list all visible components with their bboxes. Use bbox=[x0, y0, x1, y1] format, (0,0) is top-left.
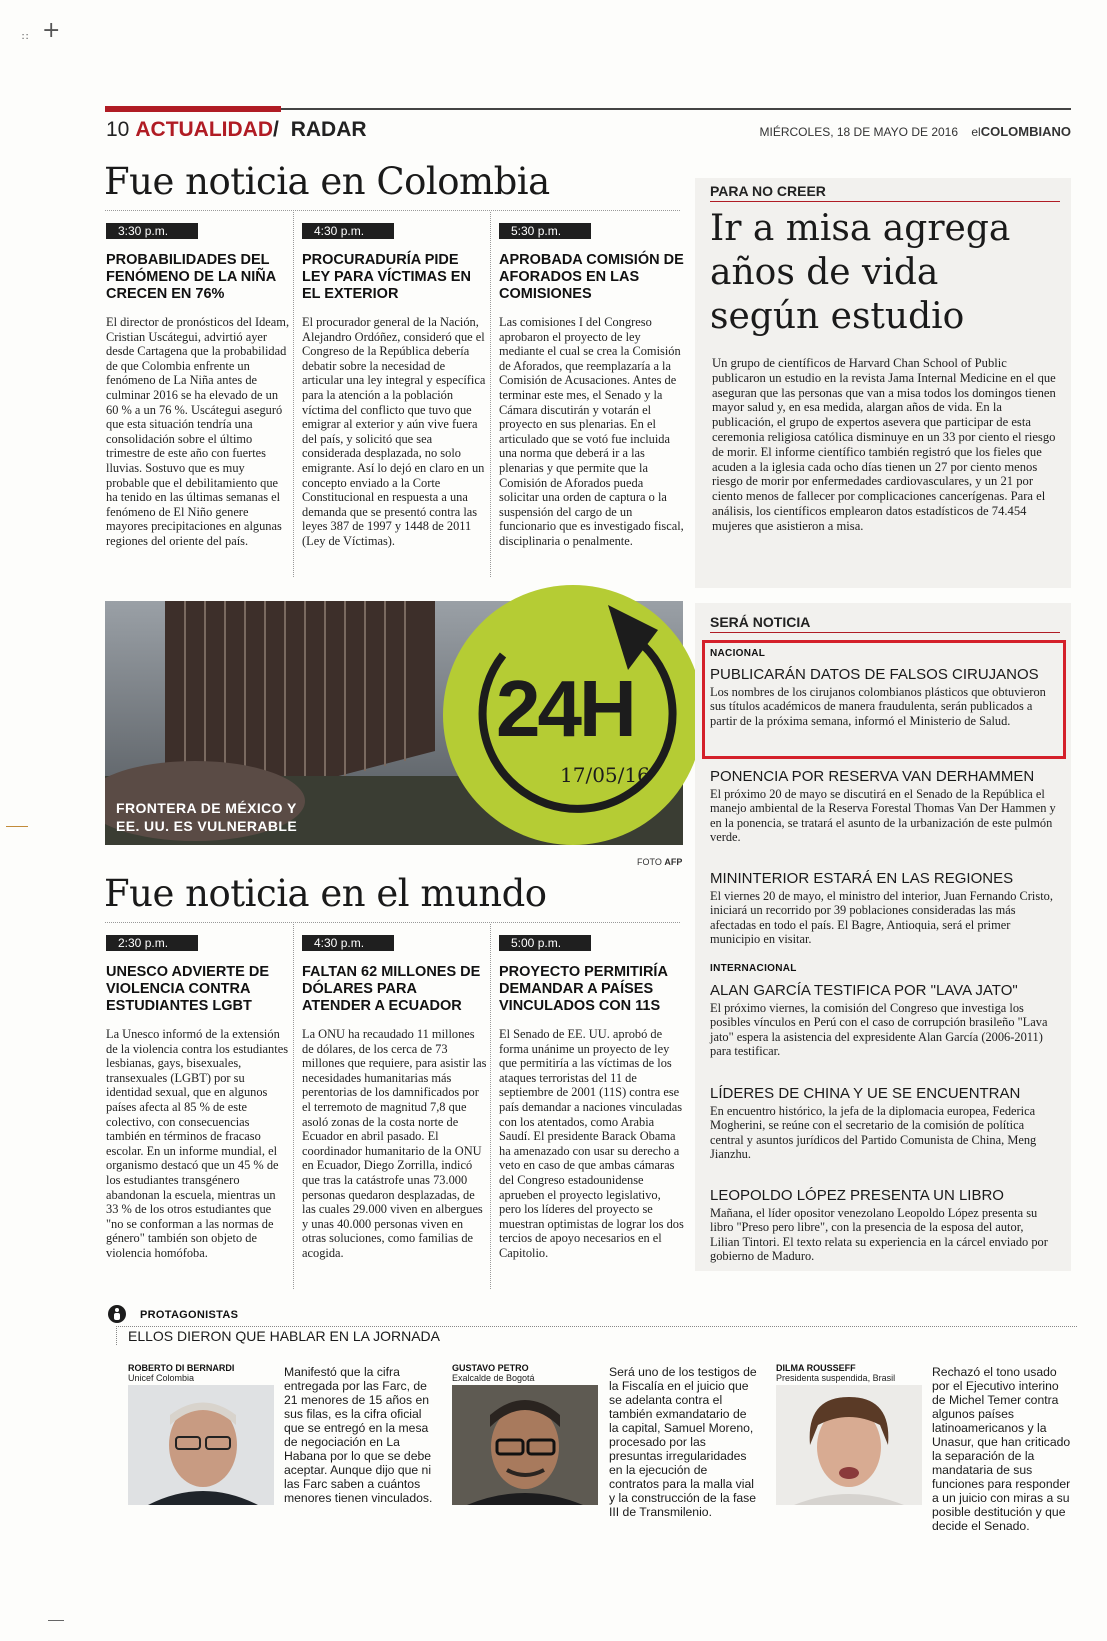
internacional-label: INTERNACIONAL bbox=[710, 963, 797, 974]
brief-body: El próximo viernes, la comisión del Congreso que investiga los posibles vínculos en Perú con el caso de corrupción brasileño "Lava jato" espera la asistencia del expresidente Alan García (2006-2011) para testificar. bbox=[710, 1001, 1048, 1059]
column-divider bbox=[490, 924, 491, 1289]
crop-mark-left bbox=[6, 826, 28, 827]
brand-prefix: el bbox=[971, 125, 981, 139]
article-body: El director de pronósticos del Ideam, Cristian Uscátegui, advirtió ayer desde Cartagena que la probabilidad de que Colombia enfrente un fenómeno de La Niña antes de culminar 2016 se ha elevado de un 60 % a un 76 %. Uscátegui aseguró que esta situación tendría una consolidación sobre el último trimestre de este año con fuertes lluvias. Sostuvo que es muy probable que el debilitamiento que ha tenido en las últimas semanas el fenómeno de El Niño genere mayores precipitaciones en algunas regiones del oriente del país. bbox=[106, 315, 290, 548]
protagonist-quote: Manifestó que la cifra entregada por las Farc, de 21 menores de 15 años en sus filas, es la cifra oficial que se entregó en la mesa de negociación en La Habana por lo que se debe aceptar. Aunque dijo que ni las Farc saben a cuántos menores tienen vinculados. bbox=[284, 1365, 433, 1505]
brief-title: ALAN GARCÍA TESTIFICA POR "LAVA JATO" bbox=[710, 982, 1018, 999]
section-header bbox=[106, 118, 367, 142]
colombia-item-3 bbox=[499, 222, 684, 549]
sera-noticia-item-5 bbox=[710, 1085, 1056, 1162]
sera-noticia-item-3 bbox=[710, 870, 1056, 947]
protagonist-role: Unicef Colombia bbox=[128, 1373, 195, 1383]
photo-credit bbox=[637, 857, 682, 867]
article-body: El Senado de EE. UU. aprobó de forma unánime un proyecto de ley que permitiría a las víctimas de los ataques terroristas del 11 de septiembre de 2001 (11S) contra ese país demandar a naciones vinculadas con los atentados, como Arabia Saudí. El presidente Barack Obama ha amenazado con usar su derecho a veto en caso de que ambas cámaras del Congreso estadounidense aprueben el proyecto legislativo, pero los líderes del proyecto se muestran optimistas de lograr los dos tercios de apoyo necesarios en el Capitolio. bbox=[499, 1027, 684, 1260]
brief-title: LÍDERES DE CHINA Y UE SE ENCUENTRAN bbox=[710, 1085, 1021, 1102]
time-badge: 4:30 p.m. bbox=[302, 223, 394, 239]
column-divider bbox=[293, 924, 294, 1289]
brief-title: PUBLICARÁN DATOS DE FALSOS CIRUJANOS bbox=[710, 666, 1039, 683]
photo-credit-label: FOTO bbox=[637, 857, 662, 867]
time-badge: 4:30 p.m. bbox=[302, 935, 394, 951]
sera-noticia-item-1 bbox=[710, 666, 1052, 728]
protagonist-photo bbox=[128, 1385, 274, 1505]
protagonist-photo bbox=[452, 1385, 598, 1505]
time-badge: 2:30 p.m. bbox=[106, 935, 198, 951]
header-meta bbox=[760, 124, 1071, 139]
crop-mark-top: + bbox=[42, 18, 61, 43]
time-badge: 5:30 p.m. bbox=[499, 223, 591, 239]
protagonistas-subtitle: ELLOS DIERON QUE HABLAR EN LA JORNADA bbox=[128, 1328, 440, 1344]
kicker-rule bbox=[710, 632, 1060, 633]
brief-title: LEOPOLDO LÓPEZ PRESENTA UN LIBRO bbox=[710, 1187, 1004, 1204]
mundo-title: Fue noticia en el mundo bbox=[104, 872, 547, 915]
crop-mark-bottom bbox=[48, 1620, 64, 1621]
section-name: ACTUALIDAD bbox=[135, 118, 274, 141]
article-headline: FALTAN 62 MILLONES DE DÓLARES PARA ATENDER A ECUADOR bbox=[302, 964, 481, 1014]
brief-body: El viernes 20 de mayo, el ministro del interior, Juan Fernando Cristo, iniciará un recorrido por 39 poblaciones consideradas las más afectadas en todo el país. El Bagre, Antioquia, será el primer municipio en visitar. bbox=[710, 889, 1053, 947]
mundo-item-2 bbox=[302, 934, 487, 1261]
para-no-creer-kicker: PARA NO CREER bbox=[710, 183, 826, 199]
protagonistas-title: PROTAGONISTAS bbox=[140, 1309, 239, 1321]
protagonist-name: ROBERTO DI BERNARDI bbox=[128, 1363, 235, 1373]
badge-24h-text: 24H bbox=[496, 664, 634, 753]
person-icon bbox=[108, 1305, 126, 1323]
kicker-rule bbox=[710, 201, 1060, 202]
time-badge: 3:30 p.m. bbox=[106, 223, 198, 239]
subsection-name: RADAR bbox=[290, 118, 367, 141]
brief-body: El próximo 20 de mayo se discutirá en el Senado de la República el manejo ambiental de la Reserva Forestal Thomas Van Der Hammen y en la ponencia, se tratará el asunto de la urbanización de este pulmón verde. bbox=[710, 787, 1056, 845]
colombia-item-1 bbox=[106, 222, 291, 549]
protagonist-2 bbox=[452, 1363, 602, 1383]
nacional-label: NACIONAL bbox=[710, 648, 766, 659]
header-accent-bar bbox=[105, 106, 281, 112]
time-badge: 5:00 p.m. bbox=[499, 935, 591, 951]
mundo-title-rule bbox=[105, 922, 680, 923]
protagonist-quote: Será uno de los testigos de la Fiscalía en el juicio que se adelanta contra el también exmandatario de la capital, Samuel Moreno, procesado por las presuntas irregularidades en la ejecución de contratos para la malla vial y la construcción de la fase III de Transmilenio. bbox=[609, 1365, 757, 1519]
article-headline: APROBADA COMISIÓN DE AFORADOS EN LAS COMISIONES bbox=[499, 252, 684, 302]
article-body: La ONU ha recaudado 11 millones de dólares, de los cerca de 73 millones que requiere, para asistir las necesidades humanitarias más perentorias de los damnificados por el terremoto de magnitud 7,8 que asoló zonas de la costa norte de Ecuador en abril pasado. El coordinador humanitario de la ONU en Ecuador, Diego Zorrilla, indicó que tras la catástrofe unas 73.000 personas quedaron desplazadas, de las cuales 29.000 viven en albergues y unas 40.000 personas viven en otras soluciones, como familias de acogida. bbox=[302, 1027, 487, 1260]
mundo-item-3 bbox=[499, 934, 684, 1261]
colombia-title-rule bbox=[105, 210, 680, 211]
crop-mark-dots: ∷ bbox=[22, 32, 29, 43]
column-divider bbox=[490, 212, 491, 577]
sera-noticia-item-4 bbox=[710, 982, 1056, 1059]
photo-caption bbox=[116, 799, 297, 835]
brand-name: COLOMBIANO bbox=[980, 124, 1071, 139]
column-divider bbox=[293, 212, 294, 577]
colombia-item-2 bbox=[302, 222, 487, 549]
sera-noticia-kicker: SERÁ NOTICIA bbox=[710, 614, 811, 630]
header-date: MIÉRCOLES, 18 DE MAYO DE 2016 bbox=[759, 125, 959, 139]
para-no-creer-body: Un grupo de científicos de Harvard Chan School of Public publicaron un estudio en la revista Jama Internal Medicine en el que aseguran que las personas que van a misa todos los domingos tienen mayor salud y, en esa medida, alargan años de vida. En la publicación, el grupo de expertos asevera que participar de esta ceremonia religiosa católica disminuye en un 33 por ciento el riesgo de morir. El informe científico también registró que los fieles que acuden a la iglesia cada ocho días tienen un 27 por ciento menos riesgo de morir por enfermedades cardiovasculares, y un 21 por ciento menos de fallecer por complicaciones cancerígenas. Para el análisis, los científicos emplearon datos estadísticos de 74.454 mujeres que asistieron a misa. bbox=[712, 356, 1056, 533]
article-headline: PROBABILIDADES DEL FENÓMENO DE LA NIÑA CRECEN EN 76% bbox=[106, 252, 276, 302]
brief-body: En encuentro histórico, la jefa de la diplomacia europea, Federica Mogherini, se reúne con el secretario de la comisión de política central y asuntos jurídicos del Partido Comunista de China, Meng Jianzhu. bbox=[710, 1104, 1037, 1162]
photo-credit-agency: AFP bbox=[664, 857, 683, 867]
section-separator: / bbox=[273, 118, 279, 141]
sera-noticia-item-2 bbox=[710, 768, 1056, 845]
protagonist-name: GUSTAVO PETRO bbox=[452, 1363, 529, 1373]
protagonist-role: Presidenta suspendida, Brasil bbox=[776, 1373, 896, 1383]
protagonist-quote: Rechazó el tono usado por el Ejecutivo interino de Michel Temer contra algunos países latinoamericanos y la Unasur, que han criticado la separación de la mandataria de sus funciones para responder a un juicio con miras a su posible destitución y que decide el Senado. bbox=[932, 1365, 1071, 1533]
article-headline: PROYECTO PERMITIRÍA DEMANDAR A PAÍSES VINCULADOS CON 11S bbox=[499, 964, 668, 1014]
brief-title: MININTERIOR ESTARÁ EN LAS REGIONES bbox=[710, 870, 1014, 887]
protagonist-3 bbox=[776, 1363, 926, 1383]
brief-body: Mañana, el líder opositor venezolano Leopoldo López presenta su libro "Preso pero libre", con la presencia de la esposa del autor, Lilian Tintori. El texto relata su experiencia en la cárcel enviado por gobierno de Maduro. bbox=[710, 1206, 1048, 1264]
photo-caption-line: FRONTERA DE MÉXICO Y bbox=[116, 800, 297, 816]
photo-caption-line: EE. UU. ES VULNERABLE bbox=[116, 818, 298, 834]
page-number: 10 bbox=[106, 118, 130, 141]
protagonist-name: DILMA ROUSSEFF bbox=[776, 1363, 856, 1373]
article-body: Las comisiones I del Congreso aprobaron el proyecto de ley mediante el cual se crea la Comisión de Aforados, que reemplazaría a la Comisión de Acusaciones. Antes de terminar este mes, el Senado y la Cámara discutirán y votarán el proyecto en sus plenarias. En el articulado que se votó fue incluida una norma que deberá ir a las plenarias y que permite que la Comisión de Aforados pueda solicitar una orden de captura o la suspensión del cargo de un funcionario que es investigado fiscal, disciplinaria o penalmente. bbox=[499, 315, 684, 548]
article-body: La Unesco informó de la extensión de la violencia contra los estudiantes lesbianas, gays, bisexuales, transexuales (LGBT) por su identidad sexual, que en algunos países afecta al 85 % de este colectivo, con consecuencias también en términos de fracaso escolar. En un informe mundial, el organismo destacó que un 45 % de los estudiantes transgénero abandonan la escuela, mientras un 33 % de los otros estudiantes que "no se conforman a las normas de género" también son objeto de violencia homófoba. bbox=[106, 1027, 289, 1260]
brief-title: PONENCIA POR RESERVA VAN DERHAMMEN bbox=[710, 768, 1035, 785]
mundo-item-1 bbox=[106, 934, 291, 1261]
badge-date: 17/05/16 bbox=[560, 763, 650, 787]
brief-body: Los nombres de los cirujanos colombianos plásticos que obtuvieron sus títulos académicos de manera fraudulenta, serán publicados a partir de la próxima semana, informó el Ministerio de Salud. bbox=[710, 685, 1046, 728]
article-headline: PROCURADURÍA PIDE LEY PARA VÍCTIMAS EN EL EXTERIOR bbox=[302, 252, 471, 302]
sera-noticia-item-6 bbox=[710, 1187, 1056, 1264]
protagonist-role: Exalcalde de Bogotá bbox=[452, 1373, 535, 1383]
article-body: El procurador general de la Nación, Alejandro Ordóñez, consideró que el Congreso de la República debería debatir sobre la necesidad de articular una ley integral y específica para la atención a la población víctima del conflicto que tuvo que emigrar al exterior y aún vive fuera del país, y solicitó que sea considerada desplazada, no solo emigrante. Así lo dejó en claro en un concepto enviado a la Corte Constitucional en respuesta a una demanda que se presentó contra las leyes 387 de 1997 y 1448 de 2011 (Ley de Víctimas). bbox=[302, 315, 486, 548]
article-headline: UNESCO ADVIERTE DE VIOLENCIA CONTRA ESTUDIANTES LGBT bbox=[106, 964, 270, 1014]
protagonist-photo bbox=[776, 1385, 922, 1505]
colombia-title: Fue noticia en Colombia bbox=[104, 160, 550, 203]
para-no-creer-title: Ir a misa agrega años de vida según estudio bbox=[710, 208, 1011, 337]
